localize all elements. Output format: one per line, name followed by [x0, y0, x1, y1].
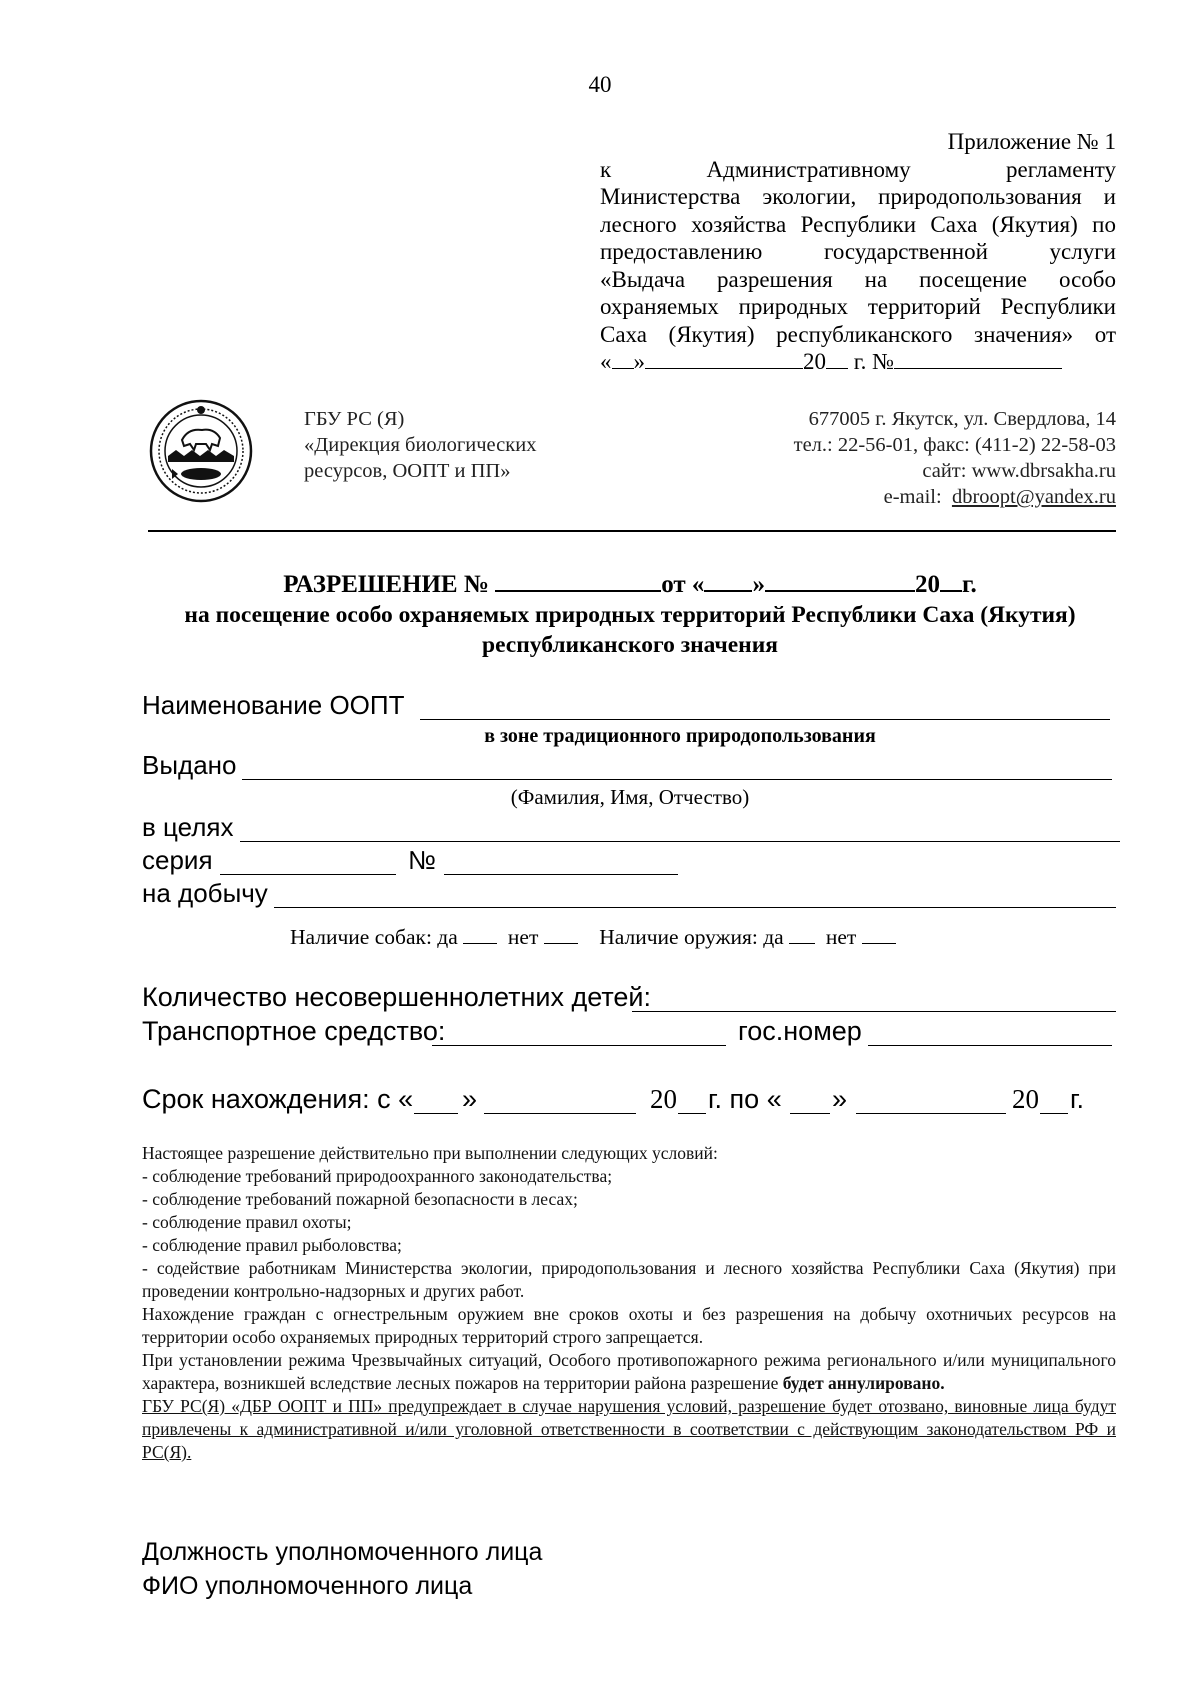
weapons-label: Наличие оружия: да — [599, 925, 784, 949]
page-number: 40 — [588, 72, 612, 97]
stay-day-from-blank[interactable] — [414, 1113, 458, 1114]
signature-name: ФИО уполномоченного лица — [142, 1572, 473, 1600]
stay-month-from-blank[interactable] — [484, 1113, 636, 1114]
appendix-line: лесного хозяйства Республики Саха (Якутия) по — [600, 211, 1116, 237]
stay-year-suffix: г. — [1070, 1084, 1085, 1114]
series-input-line[interactable] — [220, 874, 396, 875]
permit-number-blank — [495, 566, 661, 592]
firearms-note: Нахождение граждан с огнестрельным оружием вне сроков охоты и без разрешения на добычу охотничьих ресурсов на территории особо охраняемых природных территорий строго запрещается. — [142, 1304, 1116, 1347]
year-prefix: 20 — [803, 349, 826, 374]
catch-input-line[interactable] — [274, 907, 1116, 908]
number-blank — [894, 348, 1062, 369]
issued-field[interactable] — [142, 750, 1116, 782]
stay-close2: » — [832, 1084, 848, 1114]
minors-label: Количество несовершеннолетних детей: — [142, 982, 652, 1012]
permit-from: от « — [661, 571, 705, 598]
weapons-yes-blank[interactable] — [789, 925, 815, 944]
website: сайт: www.dbrsakha.ru — [922, 460, 1116, 482]
oopt-input-line[interactable] — [420, 719, 1110, 720]
stay-month-to-blank[interactable] — [856, 1113, 1006, 1114]
permit-close: » — [752, 571, 765, 598]
dogs-no-label: нет — [507, 925, 539, 949]
email-label: e-mail: — [883, 486, 942, 508]
appendix-date-line — [600, 348, 1116, 376]
warning-note: ГБУ РС(Я) «ДБР ООПТ и ПП» предупреждает в случае нарушения условий, разрешение будет отозвано, виновные лица будут привлечены к административной и/или уголовной ответственности в соответствии с действующим законодательством РФ и РС(Я). — [142, 1396, 1116, 1462]
appendix-line: Саха (Якутия) республиканского значения» от — [600, 321, 1116, 347]
stay-year-to-blank[interactable] — [1040, 1113, 1068, 1114]
org-line: ресурсов, ООПТ и ПП» — [304, 460, 511, 482]
purpose-label: в целях — [142, 812, 234, 842]
phone: тел.: 22-56-01, факс: (411-2) 22-58-03 — [793, 434, 1116, 456]
appendix-line: к Административному регламенту — [600, 156, 1116, 182]
catch-label: на добычу — [142, 878, 268, 908]
org-line: ГБУ РС (Я) — [304, 408, 405, 430]
stay-day-to-blank[interactable] — [790, 1113, 830, 1114]
minors-input-line[interactable] — [632, 1011, 1116, 1012]
appendix-line: охраняемых природных территорий Республики — [600, 294, 1116, 319]
issued-label: Выдано — [142, 750, 237, 780]
signature-position: Должность уполномоченного лица — [142, 1538, 543, 1566]
permit-day-blank — [704, 566, 752, 592]
stay-to: г. по « — [708, 1084, 782, 1114]
weapons-no-blank[interactable] — [862, 925, 896, 944]
stay-year-prefix2: 20 — [1012, 1084, 1039, 1114]
number-label: № — [408, 845, 436, 875]
stay-label: Срок нахождения: с « — [142, 1084, 414, 1114]
permit-year: 20 — [914, 571, 940, 598]
condition-item: - содействие работникам Министерства экологии, природопользования и лесного хозяйства Республики Саха (Якутия) при проведении контрольно-надзорных и других работ. — [142, 1258, 1116, 1301]
stay-year-prefix: 20 — [650, 1084, 677, 1114]
conditions-intro: Настоящее разрешение действительно при выполнении следующих условий: — [142, 1143, 718, 1163]
dogs-yes-blank[interactable] — [463, 925, 497, 944]
month-blank — [645, 348, 803, 369]
conditions-block — [142, 1142, 1116, 1464]
permit-year-blank — [940, 566, 962, 592]
stay-year-from-blank[interactable] — [678, 1113, 706, 1114]
transport-input-line[interactable] — [432, 1045, 726, 1046]
organization-name — [304, 406, 536, 484]
stay-period[interactable] — [142, 1084, 1116, 1116]
minors-field[interactable] — [142, 982, 1116, 1014]
email-line — [794, 484, 1116, 510]
day-blank — [612, 348, 634, 369]
permit-year-suffix: г. — [961, 571, 977, 598]
transport-label: Транспортное средство: — [142, 1016, 446, 1046]
org-line: «Дирекция биологических — [304, 434, 537, 456]
series-field[interactable] — [142, 845, 682, 877]
catch-field[interactable] — [142, 878, 1116, 910]
year-suffix: г. № — [853, 349, 895, 374]
appendix-block — [600, 128, 1116, 376]
email-link[interactable]: dbroopt@yandex.ru — [951, 486, 1116, 508]
address: 677005 г. Якутск, ул. Свердлова, 14 — [808, 408, 1116, 430]
series-label: серия — [142, 845, 213, 875]
appendix-line: предоставлению государственной услуги — [600, 239, 1116, 264]
plate-label: гос.номер — [738, 1016, 862, 1046]
permit-subtitle: на посещение особо охраняемых природных территорий Республики Саха (Якутия) республиканского значения — [184, 602, 1076, 658]
condition-item: - соблюдение требований природоохранного законодательства; — [142, 1166, 613, 1186]
dogs-weapons-line — [290, 925, 896, 950]
emergency-note — [142, 1349, 1116, 1395]
appendix-title: Приложение № 1 — [947, 129, 1116, 154]
permit-title-text: РАЗРЕШЕНИЕ № — [283, 571, 489, 598]
header-divider — [148, 530, 1116, 532]
organization-logo — [148, 398, 254, 504]
appendix-text — [600, 156, 1116, 349]
dogs-label: Наличие собак: да — [290, 925, 458, 949]
year-blank — [826, 348, 848, 369]
plate-input-line[interactable] — [868, 1045, 1112, 1046]
condition-item: - соблюдение требований пожарной безопасности в лесах; — [142, 1189, 578, 1209]
number-input-line[interactable] — [444, 874, 678, 875]
permit-title — [0, 566, 1200, 601]
appendix-line: «Выдача разрешения на посещение особо — [600, 266, 1116, 292]
emergency-bold: будет аннулировано. — [782, 1373, 945, 1393]
emergency-text: При установлении режима Чрезвычайных ситуаций, Особого противопожарного режима регионального и/или муниципального характера, возникшей вследствие лесных пожаров на территории района разрешение — [142, 1350, 1116, 1393]
weapons-no-label: нет — [825, 925, 857, 949]
stay-close: » — [462, 1084, 478, 1114]
fio-note: (Фамилия, Имя, Отчество) — [510, 785, 750, 809]
purpose-input-line[interactable] — [240, 841, 1120, 842]
purpose-field[interactable] — [142, 812, 1116, 844]
oopt-field[interactable] — [142, 690, 1116, 722]
appendix-line: Министерства экологии, природопользования и — [600, 184, 1116, 209]
condition-item: - соблюдение правил охоты; — [142, 1212, 352, 1232]
issued-input-line[interactable] — [242, 779, 1112, 780]
condition-item: - соблюдение правил рыболовства; — [142, 1235, 402, 1255]
date-open: « — [600, 349, 612, 374]
transport-field[interactable] — [142, 1016, 1116, 1048]
oopt-label: Наименование ООПТ — [142, 690, 405, 720]
dogs-no-blank[interactable] — [544, 925, 578, 944]
date-close: » — [633, 349, 645, 374]
permit-month-blank — [765, 566, 915, 592]
zone-note: в зоне традиционного природопользования — [484, 725, 876, 747]
organization-contacts — [794, 406, 1116, 510]
